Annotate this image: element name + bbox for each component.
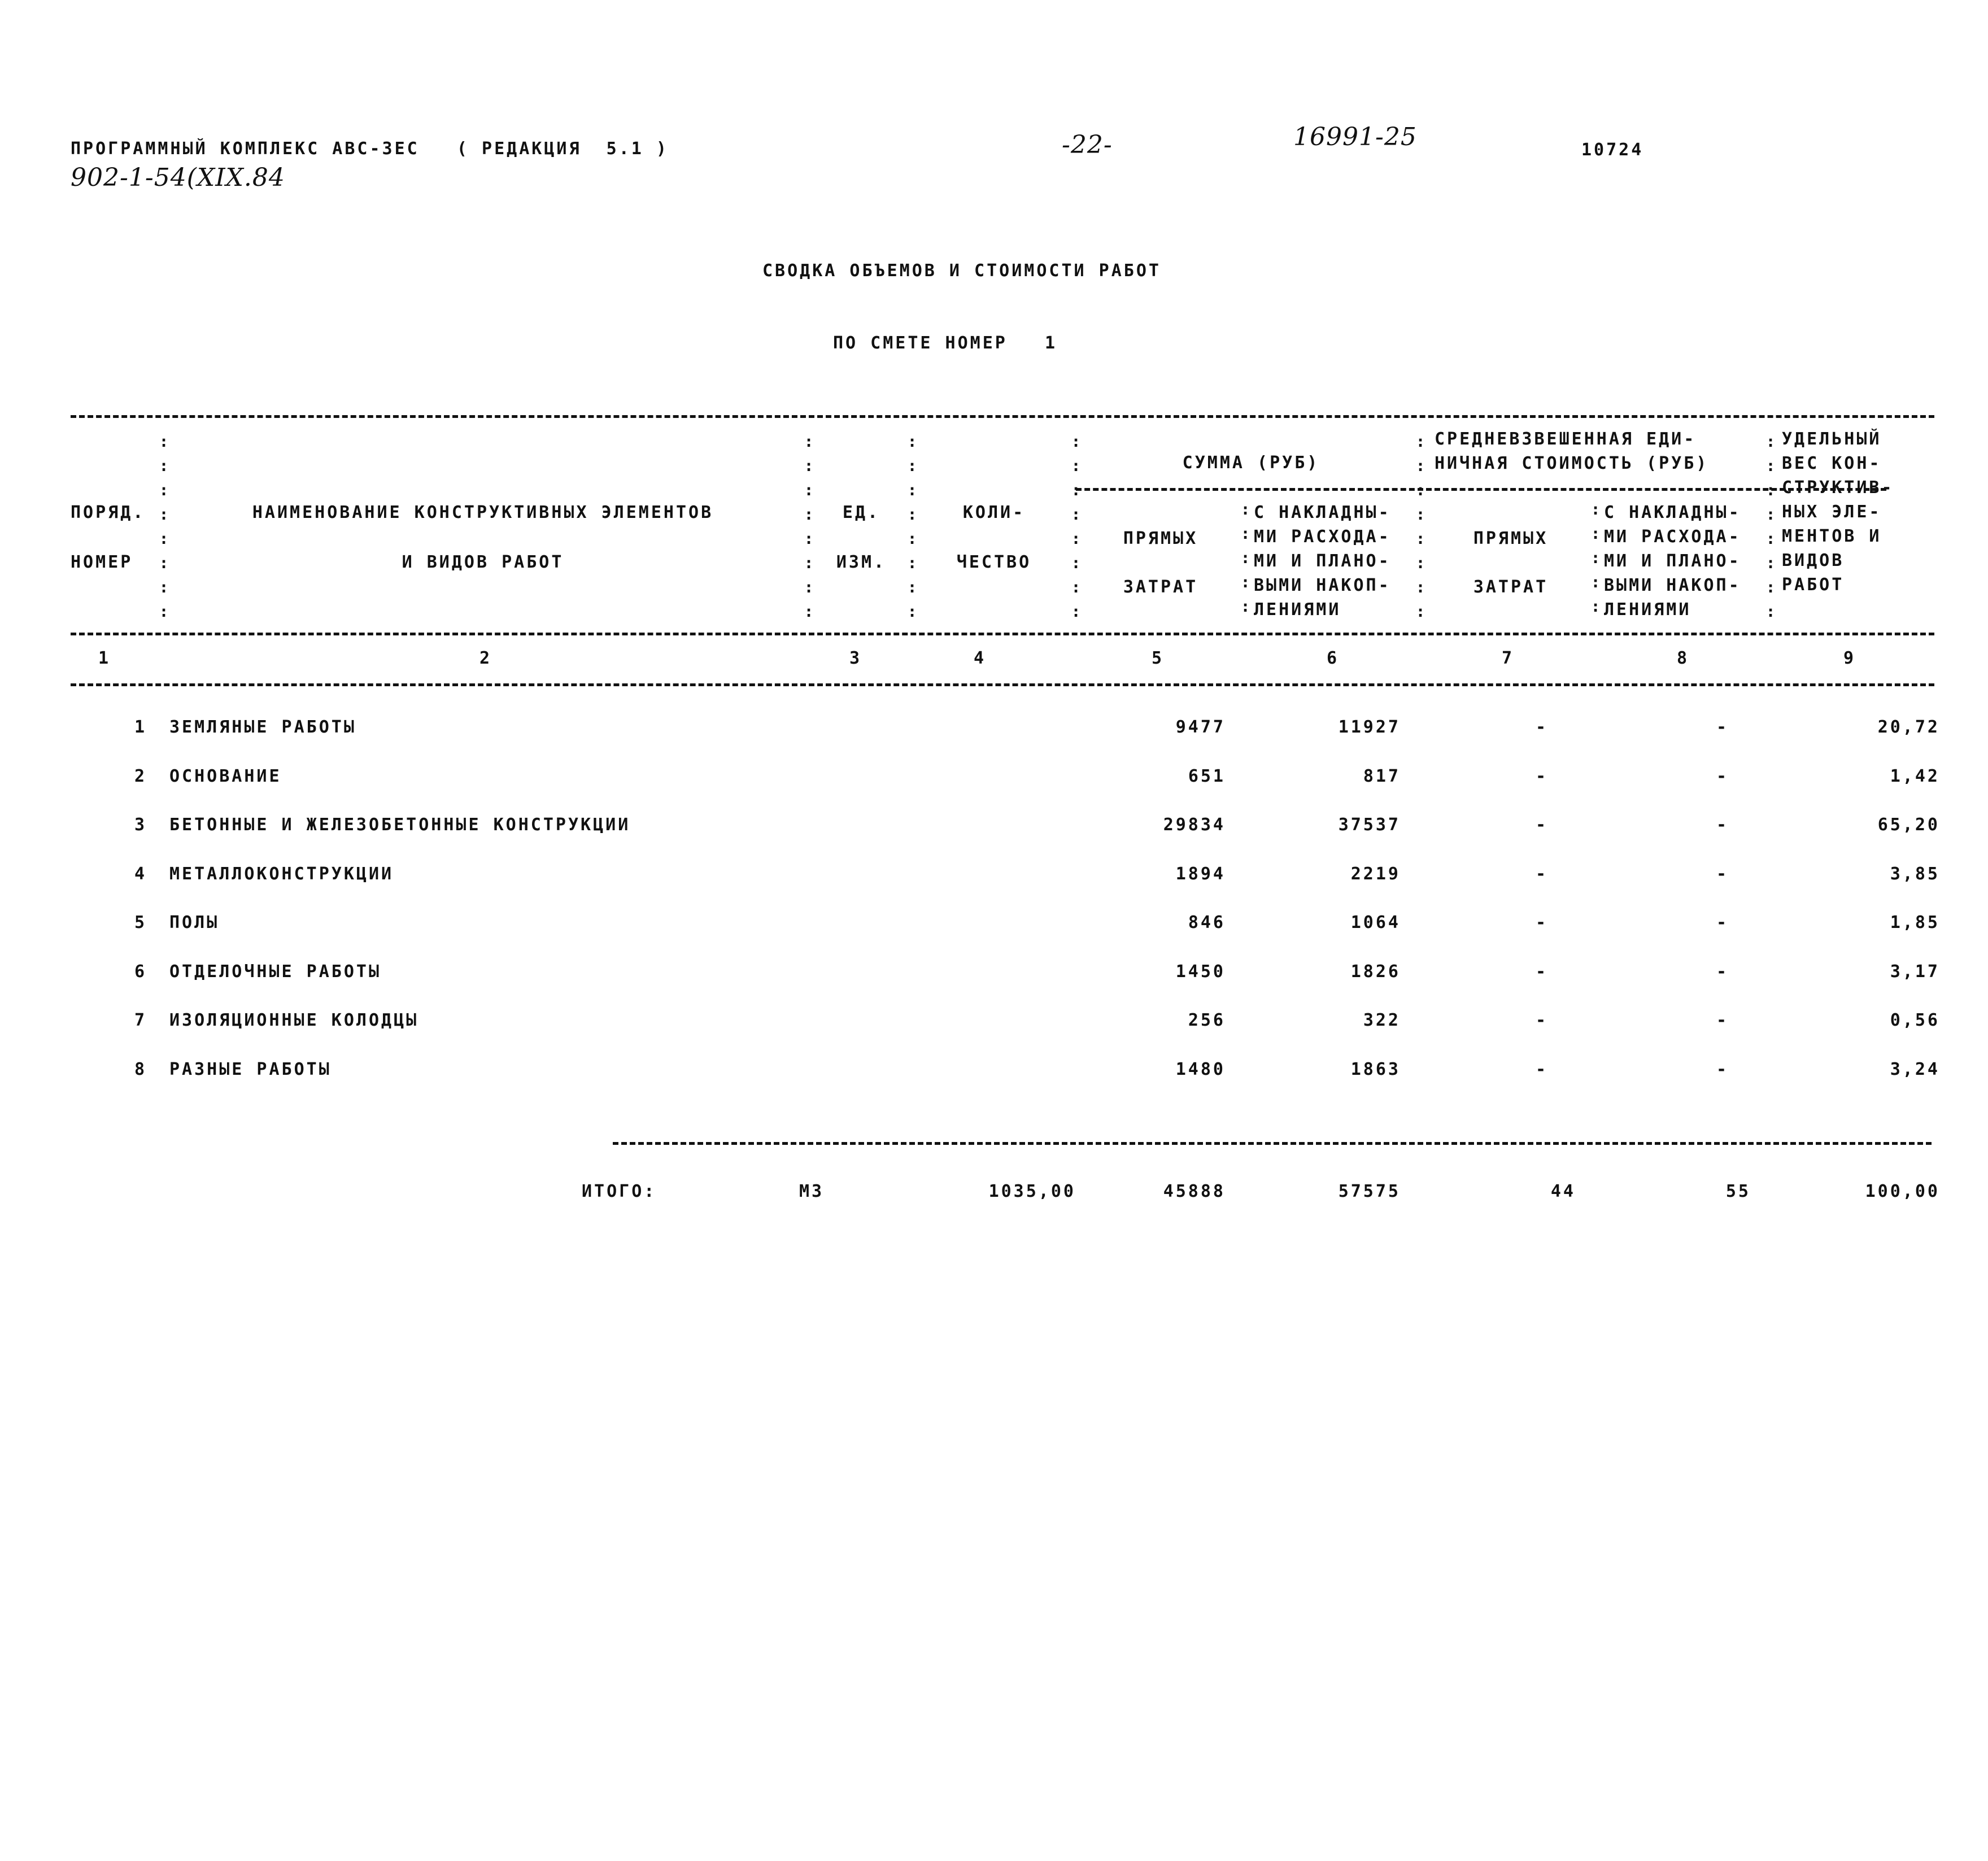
row-share: 3,17 [1890,961,1940,982]
column-number-2: 2 [479,648,492,668]
header-col6-line1: С НАКЛАДНЫ- [1254,503,1391,522]
row-share: 0,56 [1890,1010,1940,1030]
row-avg-overhead: - [1716,717,1729,737]
column-number-7: 7 [1501,648,1515,668]
header-col4-line1: КОЛИ- [962,503,1026,522]
header-col6-line3: МИ И ПЛАНО- [1254,551,1391,571]
row-name: ОТДЕЛОЧНЫЕ РАБОТЫ [169,961,382,982]
row-direct: 256 [1188,1010,1226,1030]
header-col5-line2: ЗАТРАТ [1123,577,1198,597]
row-avg-overhead: - [1716,913,1729,932]
row-name: МЕТАЛЛОКОНСТРУКЦИИ [169,864,394,884]
column-number-1: 1 [98,648,111,668]
row-direct: 1894 [1175,864,1226,884]
total-unit: М3 [799,1182,825,1201]
header-col3-line1: ЕД. [842,503,880,522]
header-avg-group-line2: НИЧНАЯ СТОИМОСТЬ (РУБ) [1435,454,1709,473]
header-col2-line1: НАИМЕНОВАНИЕ КОНСТРУКТИВНЫХ ЭЛЕМЕНТОВ [252,503,714,522]
total-avg-direct: 44 [1550,1182,1576,1201]
col-separator: : : : : : : : : [1071,432,1081,621]
row-overhead: 37537 [1338,815,1401,835]
row-avg-direct: - [1535,766,1549,786]
row-avg-direct: - [1535,717,1549,737]
table-top-rule [71,415,1934,418]
header-col6-line2: МИ РАСХОДА- [1254,527,1391,547]
header-col1-line2: НОМЕР [71,552,133,572]
total-direct: 45888 [1163,1182,1226,1201]
header-col9-line7: РАБОТ [1782,575,1845,595]
row-number: 5 [134,913,147,932]
row-direct: 651 [1188,766,1226,786]
total-rule [613,1142,1932,1145]
header-col7-line2: ЗАТРАТ [1473,577,1549,597]
document-title: СВОДКА ОБЪЕМОВ И СТОИМОСТИ РАБОТ [762,261,1161,281]
code-number: 10724 [1581,140,1644,160]
row-number: 4 [134,864,147,884]
header-sum-group: СУММА (РУБ) [1182,453,1320,473]
header-col9-line3: СТРУКТИВ- [1782,478,1894,498]
header-col9-line1: УДЕЛЬНЫЙ [1782,429,1882,449]
header-col2-line2: И ВИДОВ РАБОТ [402,552,564,572]
header-col5-line1: ПРЯМЫХ [1123,529,1198,548]
row-number: 7 [134,1010,147,1030]
col-separator: : : : : : : : : [1415,432,1425,621]
row-name: ПОЛЫ [169,913,220,932]
header-col9-line6: ВИДОВ [1782,551,1845,570]
header-col8-line1: С НАКЛАДНЫ- [1604,503,1741,522]
sum-subheader-rule [1076,488,1423,491]
header-col7-line1: ПРЯМЫХ [1473,529,1549,548]
row-direct: 9477 [1175,717,1226,737]
total-quantity: 1035,00 [988,1182,1076,1201]
row-share: 1,85 [1890,913,1940,932]
row-direct: 846 [1188,913,1226,932]
column-number-8: 8 [1676,648,1690,668]
header-col9-line5: МЕНТОВ И [1782,526,1882,546]
row-avg-direct: - [1535,1059,1549,1079]
row-avg-direct: - [1535,961,1549,982]
column-number-9: 9 [1843,648,1856,668]
header-col6-line4: ВЫМИ НАКОП- [1254,576,1391,595]
header-avg-group-line1: СРЕДНЕВЗВЕШЕННАЯ ЕДИ- [1435,429,1697,449]
header-col8-line2: МИ РАСХОДА- [1604,527,1741,547]
header-col4-line2: ЧЕСТВО [956,552,1032,572]
row-direct: 1480 [1175,1059,1226,1079]
column-numbers-rule [71,683,1934,686]
header-col8-line4: ВЫМИ НАКОП- [1604,576,1741,595]
row-avg-overhead: - [1716,1059,1729,1079]
row-overhead: 1826 [1350,961,1401,982]
header-col8-line5: ЛЕНИЯМИ [1604,600,1691,620]
row-direct: 29834 [1163,815,1226,835]
row-share: 3,24 [1890,1059,1940,1079]
header-col1-line1: ПОРЯД. [71,503,146,522]
row-avg-overhead: - [1716,864,1729,884]
row-avg-direct: - [1535,815,1549,835]
row-name: БЕТОННЫЕ И ЖЕЛЕЗОБЕТОННЫЕ КОНСТРУКЦИИ [169,815,631,835]
row-name: ИЗОЛЯЦИОННЫЕ КОЛОДЦЫ [169,1010,419,1030]
column-number-3: 3 [849,648,862,668]
row-number: 1 [134,717,147,737]
row-avg-direct: - [1535,913,1549,932]
column-number-4: 4 [973,648,987,668]
total-overhead: 57575 [1338,1182,1401,1201]
header-col9-line2: ВЕС КОН- [1782,454,1882,473]
col-separator: : : : : : : : : [1765,432,1776,621]
column-number-5: 5 [1151,648,1165,668]
row-overhead: 11927 [1338,717,1401,737]
row-share: 20,72 [1877,717,1940,737]
header-col6-line5: ЛЕНИЯМИ [1254,600,1341,620]
row-avg-overhead: - [1716,766,1729,786]
row-share: 3,85 [1890,864,1940,884]
row-avg-direct: - [1535,1010,1549,1030]
handwritten-code: 16991-25 [1293,123,1417,151]
row-name: ЗЕМЛЯНЫЕ РАБОТЫ [169,717,356,737]
total-label: ИТОГО: [582,1182,657,1201]
row-avg-overhead: - [1716,1010,1729,1030]
row-overhead: 2219 [1350,864,1401,884]
row-overhead: 817 [1363,766,1401,786]
row-share: 1,42 [1890,766,1940,786]
row-direct: 1450 [1175,961,1226,982]
row-number: 3 [134,815,147,835]
row-avg-direct: - [1535,864,1549,884]
row-overhead: 1863 [1350,1059,1401,1079]
col-separator: : : : : : [1590,500,1601,616]
col-separator: : : : : : [1240,500,1250,616]
total-avg-overhead: 55 [1725,1182,1751,1201]
header-col8-line3: МИ И ПЛАНО- [1604,551,1741,571]
column-number-6: 6 [1326,648,1340,668]
header-bottom-rule [71,633,1934,635]
row-number: 6 [134,961,147,982]
col-separator: : : : : : : : : [804,432,814,621]
header-col9-line4: НЫХ ЭЛЕ- [1782,502,1882,522]
col-separator: : : : : : : : : [159,432,169,621]
row-overhead: 322 [1363,1010,1401,1030]
row-name: ОСНОВАНИЕ [169,766,282,786]
row-avg-overhead: - [1716,815,1729,835]
col-separator: : : : : : : : : [907,432,917,621]
row-number: 8 [134,1059,147,1079]
row-share: 65,20 [1877,815,1940,835]
page-number: -22- [1062,130,1113,159]
row-overhead: 1064 [1350,913,1401,932]
document-subtitle: ПО СМЕТЕ НОМЕР 1 [833,333,1058,353]
handwritten-project: 902-1-54(XIX.84 [71,163,285,192]
row-avg-overhead: - [1716,961,1729,982]
header-col3-line2: ИЗМ. [836,552,887,572]
program-header: ПРОГРАММНЫЙ КОМПЛЕКС АВС-3ЕС ( РЕДАКЦИЯ 5.1 ) [71,139,669,159]
row-name: РАЗНЫЕ РАБОТЫ [169,1059,332,1079]
total-share: 100,00 [1865,1182,1940,1201]
row-number: 2 [134,766,147,786]
